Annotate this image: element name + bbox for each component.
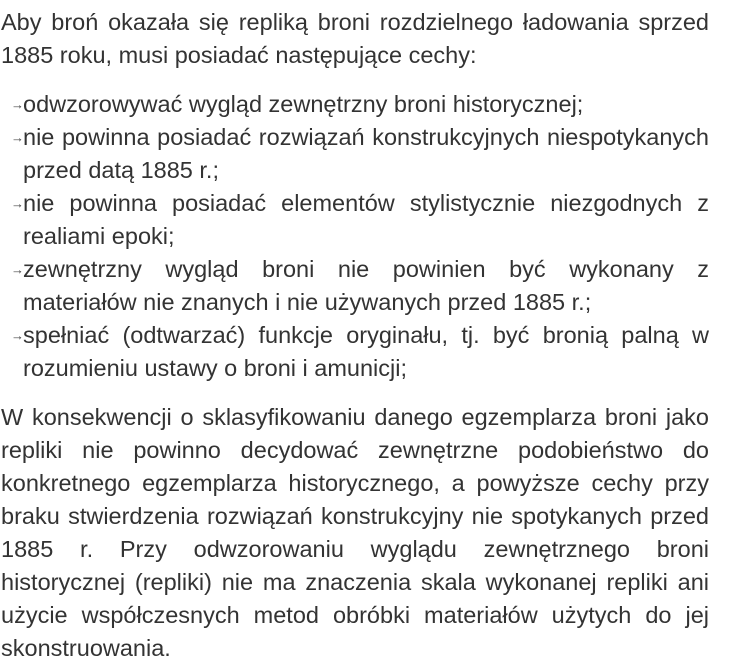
conclusion-paragraph: W konsekwencji o sklasyfikowaniu danego egzemplarza broni jako repliki nie powinno decydować zewnętrzne podobieństwo do konkretnego egzemplarza historycznego, a powyższe cechy przy braku stwierdzenia rozwiązań konstrukcyjny nie spotykanych przed 1885 r. Przy odwzorowaniu wyglądu zewnętrznego broni historycznej (repliki) nie ma znaczenia skala wykonanej repliki ani użycie współczesnych metod obróbki materiałów użytych do jej skonstruowania. xyxy=(1,404,709,661)
arrow-bullet-icon: → xyxy=(11,262,24,277)
list-item xyxy=(1,187,709,253)
arrow-bullet-icon: → xyxy=(11,328,24,343)
intro-paragraph: Aby broń okazała się repliką broni rozdzielnego ładowania sprzed 1885 roku, musi posiadać następujące cechy: xyxy=(1,9,709,68)
list-item-text: spełniać (odtwarzać) funkcje oryginału, tj. być bronią palną w rozumieniu ustawy o broni i amunicji; xyxy=(23,322,709,381)
list-item-text: odwzorowywać wygląd zewnętrzny broni historycznej; xyxy=(23,91,584,117)
list-item xyxy=(1,121,709,187)
list-item xyxy=(1,88,709,121)
arrow-bullet-icon: → xyxy=(11,97,24,112)
list-item-text: zewnętrzny wygląd broni nie powinien być wykonany z materiałów nie znanych i nie używanych przed 1885 r.; xyxy=(23,256,709,315)
list-item xyxy=(1,253,709,319)
list-item-text: nie powinna posiadać elementów stylistycznie niezgodnych z realiami epoki; xyxy=(23,190,709,249)
arrow-bullet-icon: → xyxy=(11,196,24,211)
feature-list xyxy=(1,88,709,385)
list-item-text: nie powinna posiadać rozwiązań konstrukcyjnych niespotykanych przed datą 1885 r.; xyxy=(23,124,709,183)
arrow-bullet-icon: → xyxy=(11,130,24,145)
list-item xyxy=(1,319,709,385)
